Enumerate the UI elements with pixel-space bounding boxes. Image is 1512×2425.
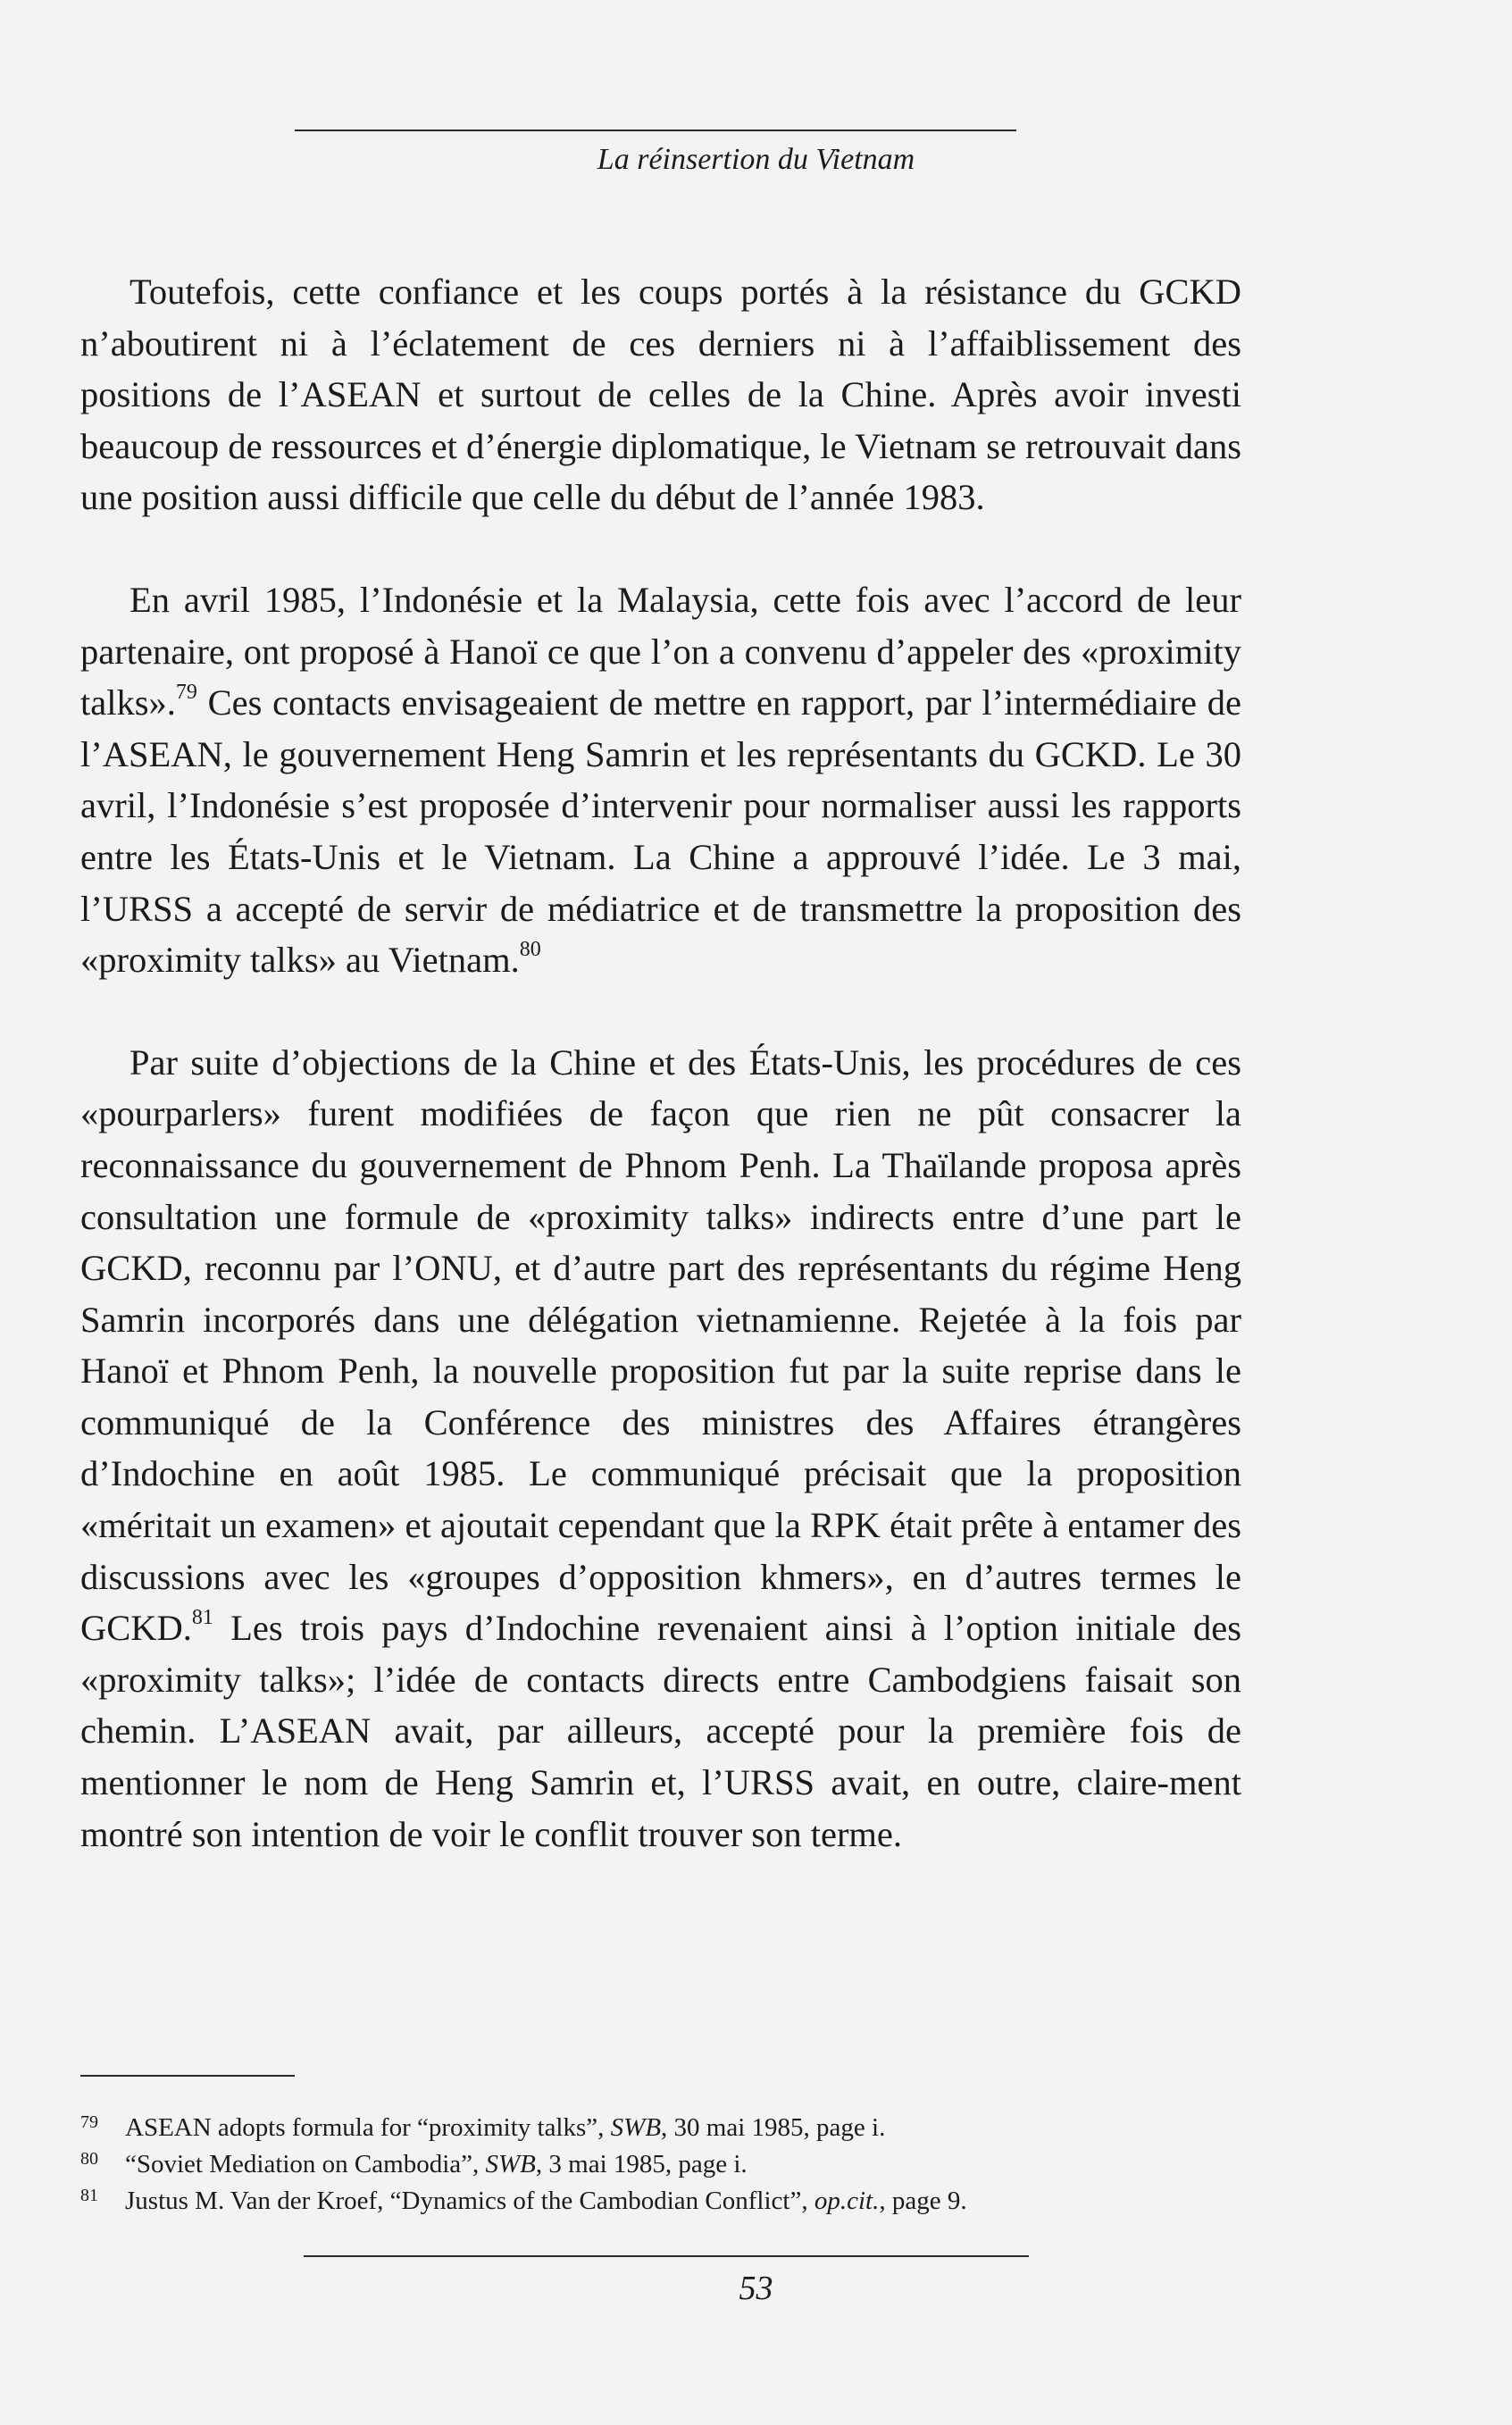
footnote-text-main: Justus M. Van der Kroef, “Dynamics of the Cambodian Conflict”, xyxy=(125,2187,814,2215)
footnote-text-main: “Soviet Mediation on Cambodia”, xyxy=(125,2150,486,2178)
footnote-number: 80 xyxy=(80,2149,98,2169)
footnote-text xyxy=(125,2183,967,2220)
paragraph-2 xyxy=(80,574,1241,986)
paragraph-1 xyxy=(80,266,1241,523)
footnote-number: 79 xyxy=(80,2112,98,2132)
paragraph-3 xyxy=(80,1037,1241,1861)
footnote-text-rest: , 3 mai 1985, page i. xyxy=(535,2150,748,2178)
body-text xyxy=(80,266,1241,1860)
footnote-80 xyxy=(80,2146,1241,2183)
footnotes xyxy=(80,2110,1241,2220)
footnote-number: 81 xyxy=(80,2186,98,2205)
footnote-ref-81: 81 xyxy=(191,1606,213,1630)
footnote-79 xyxy=(80,2110,1241,2146)
footnote-text-rest: , page 9. xyxy=(879,2187,967,2215)
footnote-81 xyxy=(80,2183,1241,2220)
header-rule xyxy=(295,130,1016,131)
paragraph-text: En avril 1985, l’Indonésie et la Malaysia, cette fois avec l’accord de leur partenaire, ont proposé à Hanoï ce que l’on a convenu d’appeler des «proximity talks». xyxy=(80,579,1241,723)
footnote-separator xyxy=(80,2075,295,2077)
footnote-text xyxy=(125,2110,885,2146)
paragraph-text: Par suite d’objections de la Chine et des États-Unis, les procédures de ces «pourparlers» furent modifiées de façon que rien ne pût consacrer la reconnaissance du gouvernement de Phnom Penh. La Thaïlande proposa après consultation une formule de «proximity talks» indirects entre d’une part le GCKD, reconnu par l’ONU, et d’autre part des représentants du régime Heng Samrin incorporés dans une délégation vietnamienne. Rejetée à la fois par Hanoï et Phnom Penh, la nouvelle proposition fut par la suite reprise dans le communiqué de la Conférence des ministres des Affaires étrangères d’Indochine en août 1985. Le communiqué précisait que la proposition «méritait un examen» et ajoutait cependant que la RPK était prête à entamer des discussions avec les «groupes d’opposition khmers», en d’autres termes le GCKD. xyxy=(80,1041,1241,1649)
footnote-source: op.cit. xyxy=(814,2187,880,2215)
paragraph-text: Les trois pays d’Indochine revenaient ainsi à l’option initiale des «proximity talks»; l’idée de contacts directs entre Cambodgiens faisait son chemin. L’ASEAN avait, par ailleurs, accepté pour la première fois de mentionner le nom de Heng Samrin et, l’URSS avait, en outre, claire-ment montré son intention de voir le conflit trouver son terme. xyxy=(80,1608,1241,1854)
footnote-text-rest: , 30 mai 1985, page i. xyxy=(661,2113,886,2142)
paragraph-text: Ces contacts envisageaient de mettre en rapport, par l’intermédiaire de l’ASEAN, le gouvernement Heng Samrin et les représentants du GCKD. Le 30 avril, l’Indonésie s’est proposée d’intervenir pour normaliser aussi les rapports entre les États-Unis et le Vietnam. La Chine a approuvé l’idée. Le 3 mai, l’URSS a accepté de servir de médiatrice et de transmettre la proposition des «proximity talks» au Vietnam. xyxy=(80,682,1241,981)
paragraph-text: Toutefois, cette confiance et les coups portés à la résistance du GCKD n’aboutirent ni à l’éclatement de ces derniers ni à l’affaiblissement des positions de l’ASEAN et surtout de celles de la Chine. Après avoir investi beaucoup de ressources et d’énergie diplomatique, le Vietnam se retrouvait dans une position aussi difficile que celle du début de l’année 1983. xyxy=(80,272,1241,518)
footnote-ref-80: 80 xyxy=(519,938,541,962)
footer-rule xyxy=(304,2255,1029,2257)
footnote-text-main: ASEAN adopts formula for “proximity talks”, xyxy=(125,2113,611,2142)
running-head: La réinsertion du Vietnam xyxy=(597,143,915,176)
footnote-source: SWB xyxy=(610,2113,662,2142)
footnote-source: SWB xyxy=(485,2150,536,2178)
footnote-text xyxy=(125,2146,748,2183)
footnote-ref-79: 79 xyxy=(175,681,197,705)
page-number: 53 xyxy=(739,2270,773,2307)
